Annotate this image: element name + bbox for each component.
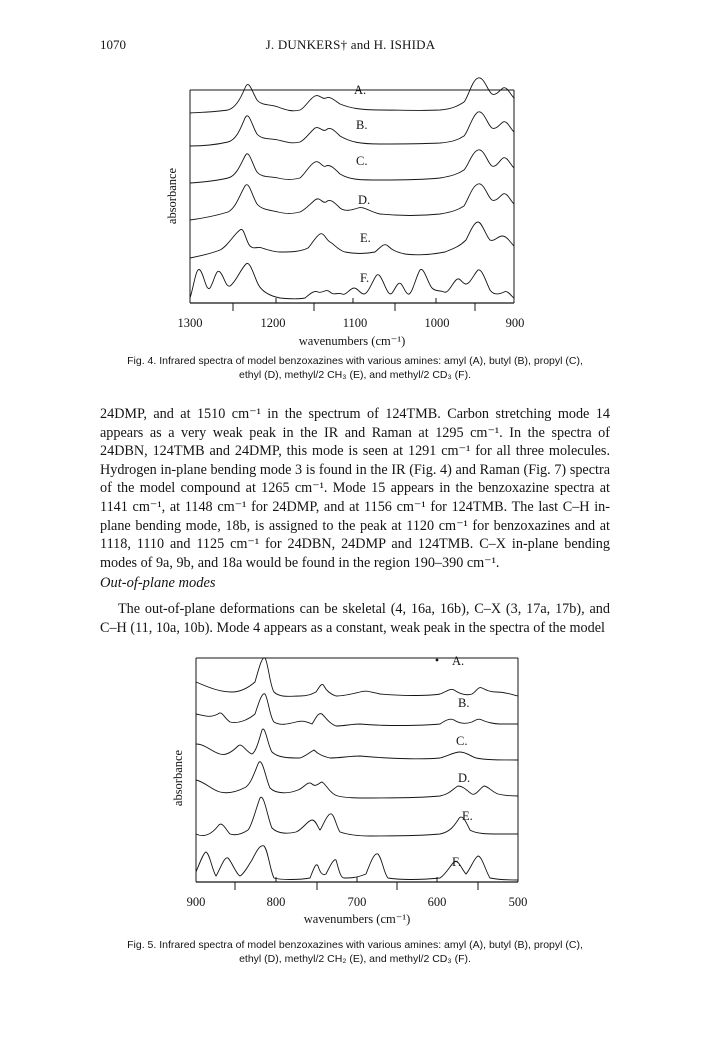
figure-4-xlabel: wavenumbers (cm⁻¹): [298, 334, 406, 348]
tick-label: 600: [427, 895, 447, 909]
figure-5-caption-text: Infrared spectra of model benzoxazines with various amines: amyl (A), butyl (B), propyl (C), ethyl (D), methyl/2 CH₂ (E), and methyl/2 CD₃ (F).: [159, 939, 583, 965]
tick-label: 700: [347, 895, 367, 909]
figure-5-ylabel: absorbance: [171, 749, 185, 807]
spectrum-label-d: D.: [358, 193, 371, 207]
spectrum-c: [196, 729, 518, 760]
tick-label: 1000: [424, 316, 450, 330]
section-heading-out-of-plane: Out-of-plane modes: [100, 575, 216, 591]
figure-5: [0, 648, 701, 958]
spectrum-label-d: D.: [458, 771, 471, 785]
spectrum-label-a: A.: [452, 654, 465, 668]
figure-4-caption-label: Fig. 4.: [127, 355, 157, 367]
spectrum-label-b: B.: [458, 696, 470, 710]
tick-label: 900: [505, 316, 525, 330]
running-head-authors: J. DUNKERS† and H. ISHIDA: [265, 37, 436, 52]
figure-5-spectra: [196, 658, 518, 880]
figure-4-caption: [120, 354, 590, 382]
tick-label: 1300: [177, 316, 203, 330]
figure-5-marker-dot: [436, 659, 439, 662]
figure-4-spectra: [190, 78, 514, 299]
spectrum-d: [190, 184, 514, 220]
figure-4-caption-text: Infrared spectra of model benzoxazines with various amines: amyl (A), butyl (B), propyl (C), ethyl (D), methyl/2 CH₃ (E), and methyl/2 CD₃ (F).: [159, 355, 583, 381]
spectrum-f: [196, 846, 518, 880]
figure-5-xlabel: wavenumbers (cm⁻¹): [303, 912, 411, 926]
spectrum-label-c: C.: [356, 154, 368, 168]
figure-5-plot-frame: [196, 658, 518, 882]
tick-label: 900: [186, 895, 206, 909]
spectrum-c: [190, 150, 514, 183]
figure-4-spectra-labels: [354, 83, 371, 285]
paragraph-2: The out-of-plane deformations can be skeletal (4, 16a, 16b), C–X (3, 17a, 17b), and C–H (11, 10a, 10b). Mode 4 appears as a constant, weak peak in the spectra of the model: [100, 601, 610, 636]
spectrum-b: [196, 694, 518, 726]
spectrum-label-c: C.: [456, 734, 468, 748]
spectrum-label-f: F.: [360, 271, 370, 285]
spectrum-label-b: B.: [356, 118, 368, 132]
body-text-paragraph-2: [100, 600, 610, 637]
spectrum-label-a: A.: [354, 83, 367, 97]
figure-5-caption-label: Fig. 5.: [127, 939, 157, 951]
tick-label: 500: [508, 895, 528, 909]
spectrum-a: [190, 78, 514, 113]
figure-4-tick-labels: [178, 316, 525, 330]
body-text-paragraph-1: [100, 405, 610, 572]
figure-5-tick-labels: [187, 895, 528, 909]
figure-4-plot-frame: [190, 90, 514, 303]
spectrum-label-e: E.: [360, 231, 371, 245]
spectrum-label-f: F.: [452, 855, 462, 869]
figure-4-ylabel: absorbance: [165, 167, 179, 225]
figure-5-spectra-labels: [452, 654, 473, 869]
figure-5-ticks: [196, 877, 518, 890]
spectrum-label-e: E.: [462, 809, 473, 823]
spectrum-f: [190, 263, 514, 298]
spectrum-e: [190, 222, 514, 258]
page-number: 1070: [100, 37, 126, 52]
spectrum-a: [196, 658, 518, 697]
running-head: [0, 37, 701, 53]
paragraph-1: 24DMP, and at 1510 cm⁻¹ in the spectrum of 124TMB. Carbon stretching mode 14 appears as a very weak peak in the IR and Raman at 1295 cm⁻¹. In the spectra of 24DBN, 124TMB and 24DMP, this mode is seen at 1291 cm⁻¹ for all three molecules. Hydrogen in-plane bending mode 3 is found in the IR (Fig. 4) and Raman (Fig. 7) spectra of the model compound at 1265 cm⁻¹. Mode 15 appears in the benzoxazine spectra at 1141 cm⁻¹, at 1148 cm⁻¹ for 24DMP, and at 1156 cm⁻¹ for 124TMB. The last C–H in-plane bending mode, 18b, is assigned to the peak at 1120 cm⁻¹ for benzoxazines and at 1118, 1110 and 1125 cm⁻¹ for 24DBN, 24DMP and 124TMB. C–X in-plane bending modes of 9a, 9b, and 18a would be found in the region 190–390 cm⁻¹.: [100, 406, 610, 571]
tick-label: 800: [266, 895, 286, 909]
tick-label: 1100: [342, 316, 368, 330]
figure-5-caption: [120, 938, 590, 966]
figure-4-ticks: [190, 298, 514, 311]
tick-label: 1200: [260, 316, 286, 330]
spectrum-b: [190, 112, 514, 146]
